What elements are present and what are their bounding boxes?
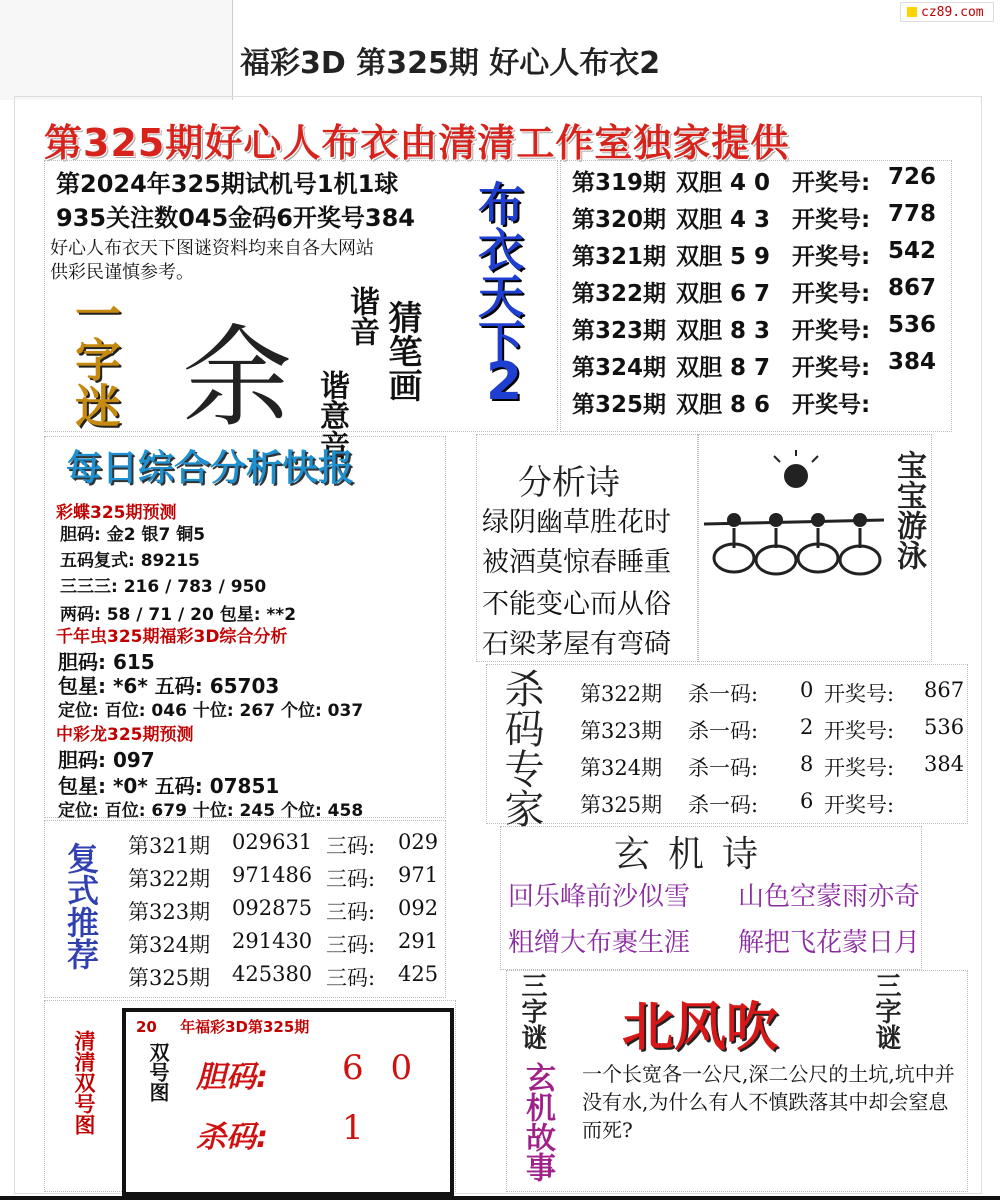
brand-number: 2 [486,352,523,412]
draw-period: 第323期 [572,318,667,344]
fushi-code: 971486 [232,863,313,887]
fushi-value: 029 [398,830,439,854]
fushi-code: 029631 [232,830,313,854]
riddle-big-char: 余 [182,314,292,442]
xuanji-line-2: 山色空蒙雨亦奇 [738,882,921,912]
sha-ma-value: 0 [800,678,814,702]
fushi-code: 092875 [232,896,313,920]
draw-number: 384 [888,349,937,375]
poem-line-2: 被酒莫惊春睡重 [482,547,671,578]
xuanji-line-4: 解把飞花蒙日月 [738,928,921,958]
fushi-value: 092 [398,896,439,920]
fushi-value: 425 [398,962,439,986]
caidie-line-4: 两码: 58 / 71 / 20 包星: **2 [60,605,297,625]
draw-label: 开奖号: [792,170,871,196]
draw-label: 开奖号: [792,355,871,381]
fushi-label: 三码: [326,933,376,957]
sha-ma-title: 杀码专家 [498,668,544,828]
site-badge[interactable] [900,2,994,22]
trial-note-1: 好心人布衣天下图谜资料均来自各大网站 [50,238,374,259]
draw-period: 第322期 [572,281,667,307]
poem-line-1: 绿阴幽草胜花时 [482,507,671,538]
draw-number: 867 [888,275,937,301]
riddle-story-text: 一个长宽各一公尺,深二公尺的土坑,坑中并没有水,为什么有人不慎跌落其中却会窒息而死? [582,1062,955,1142]
draw-period: 第321期 [572,244,667,270]
baobao-vertical-title: 宝宝游泳 [891,450,926,570]
draw-number: 542 [888,238,937,264]
zhongcai-head: 中彩龙325期预测 [56,725,194,745]
draw-pair: 双胆 5 9 [676,244,771,270]
page-title: 福彩3D 第325期 好心人布衣2 [240,46,661,81]
draw-period: 第325期 [572,392,667,418]
trial-line-1: 第2024年325期试机号1机1球 [56,170,399,198]
qiannian-line-1: 胆码: 615 [58,650,155,674]
fushi-code: 425380 [232,962,313,986]
fushi-code: 291430 [232,929,313,953]
sha-code-label: 杀码: [196,1120,268,1155]
sha-ma-value: 6 [800,789,814,813]
sha-ma-period: 第324期 [580,756,663,780]
caidie-line-3: 三三三: 216 / 783 / 950 [60,577,267,597]
riddle-title-beifeng: 北风吹 [622,998,779,1058]
sha-ma-value: 8 [800,752,814,776]
fushi-label: 三码: [326,867,376,891]
qiannian-line-2: 包星: *6* 五码: 65703 [58,674,280,698]
draw-pair: 双胆 6 7 [676,281,771,307]
xuanji-line-1: 回乐峰前沙似雪 [508,882,691,912]
dan-code-label: 胆码: [196,1060,268,1095]
double-number-head-prefix: 20 [136,1018,157,1036]
riddle-hint-3: 谐意音 [314,370,349,460]
brand-vertical: 布衣天下 [471,180,525,364]
draw-pair: 双胆 4 3 [676,207,771,233]
double-number-vertical-label: 双号图 [146,1042,170,1102]
sha-ma-draw-label: 开奖号: [824,756,895,780]
fushi-value: 291 [398,929,439,953]
sha-ma-draw: 536 [924,715,965,739]
caidie-head: 彩蝶325期预测 [56,503,177,523]
sha-ma-period: 第325期 [580,793,663,817]
main-title: 第325期好心人布衣由清清工作室独家提供 [44,121,790,165]
zhongcai-line-3: 定位: 百位: 679 十位: 245 个位: 458 [58,801,364,821]
poem-line-3: 不能变心而从俗 [482,589,671,620]
draw-label: 开奖号: [792,244,871,270]
dan-code-value: 6 0 [342,1048,421,1088]
draw-pair: 双胆 4 0 [676,170,771,196]
sha-ma-label: 杀一码: [688,793,759,817]
sha-ma-draw: 867 [924,678,965,702]
fushi-period: 第321期 [128,834,211,858]
xuanji-line-3: 粗缯大布裹生涯 [508,928,691,958]
site-badge-text: cz89.com [921,4,984,20]
sha-ma-draw-label: 开奖号: [824,682,895,706]
riddle-hint-1: 猜笔画 [382,300,422,402]
sha-ma-label: 杀一码: [688,756,759,780]
qiannian-line-3: 定位: 百位: 046 十位: 267 个位: 037 [58,701,364,721]
swimming-babies-illustration [704,448,884,598]
draw-number: 536 [888,312,937,338]
sanzimi-right: 三字谜 [871,972,901,1050]
fushi-label: 三码: [326,966,376,990]
draw-number: 778 [888,201,937,227]
draw-label: 开奖号: [792,281,871,307]
sha-ma-draw-label: 开奖号: [824,793,895,817]
poem-line-4: 石梁茅屋有弯碕 [482,629,671,660]
bottom-border [0,1196,1000,1200]
zhongcai-line-1: 胆码: 097 [58,748,155,772]
draw-pair: 双胆 8 3 [676,318,771,344]
sha-ma-value: 2 [800,715,814,739]
draw-number: 726 [888,164,937,190]
trial-note-2: 供彩民谨慎参考。 [50,262,194,283]
double-number-card [122,1008,454,1196]
qiannian-head: 千年虫325期福彩3D综合分析 [56,627,288,647]
draw-period: 第319期 [572,170,667,196]
fushi-label: 三码: [326,900,376,924]
trial-line-2: 935关注数045金码6开奖号384 [56,204,415,232]
draw-label: 开奖号: [792,392,871,418]
header-background [0,0,233,100]
xuanji-story-title: 玄机故事 [520,1062,555,1182]
daily-title: 每日综合分析快报 [66,448,355,489]
fushi-title: 复式推荐 [62,842,100,970]
fushi-period: 第322期 [128,867,211,891]
sha-ma-label: 杀一码: [688,719,759,743]
fushi-period: 第324期 [128,933,211,957]
double-number-head [136,1016,309,1037]
qingqing-title: 清清双号图 [72,1030,96,1135]
sha-ma-draw: 384 [924,752,965,776]
draw-pair: 双胆 8 7 [676,355,771,381]
draw-period: 第324期 [572,355,667,381]
sha-ma-period: 第323期 [580,719,663,743]
double-number-head-text: 年福彩3D第325期 [180,1018,310,1036]
draw-label: 开奖号: [792,207,871,233]
poem-title: 分析诗 [518,463,620,503]
fushi-period: 第325期 [128,966,211,990]
caidie-line-2: 五码复式: 89215 [60,551,200,571]
sha-ma-period: 第322期 [580,682,663,706]
sha-code-value: 1 [342,1108,372,1148]
fushi-label: 三码: [326,834,376,858]
draw-period: 第320期 [572,207,667,233]
caidie-line-1: 胆码: 金2 银7 铜5 [60,525,206,545]
zhongcai-line-2: 包星: *0* 五码: 07851 [58,774,280,798]
riddle-left-vertical: 一字迷 [68,290,122,428]
draw-label: 开奖号: [792,318,871,344]
sanzimi-left: 三字谜 [517,972,547,1050]
draw-pair: 双胆 8 6 [676,392,771,418]
fushi-value: 971 [398,863,439,887]
riddle-hint-2: 谐音 [344,286,379,346]
sha-ma-label: 杀一码: [688,682,759,706]
fushi-period: 第323期 [128,900,211,924]
xuanji-title: 玄机诗 [614,834,777,875]
sha-ma-draw-label: 开奖号: [824,719,895,743]
badge-square-icon [907,7,917,17]
